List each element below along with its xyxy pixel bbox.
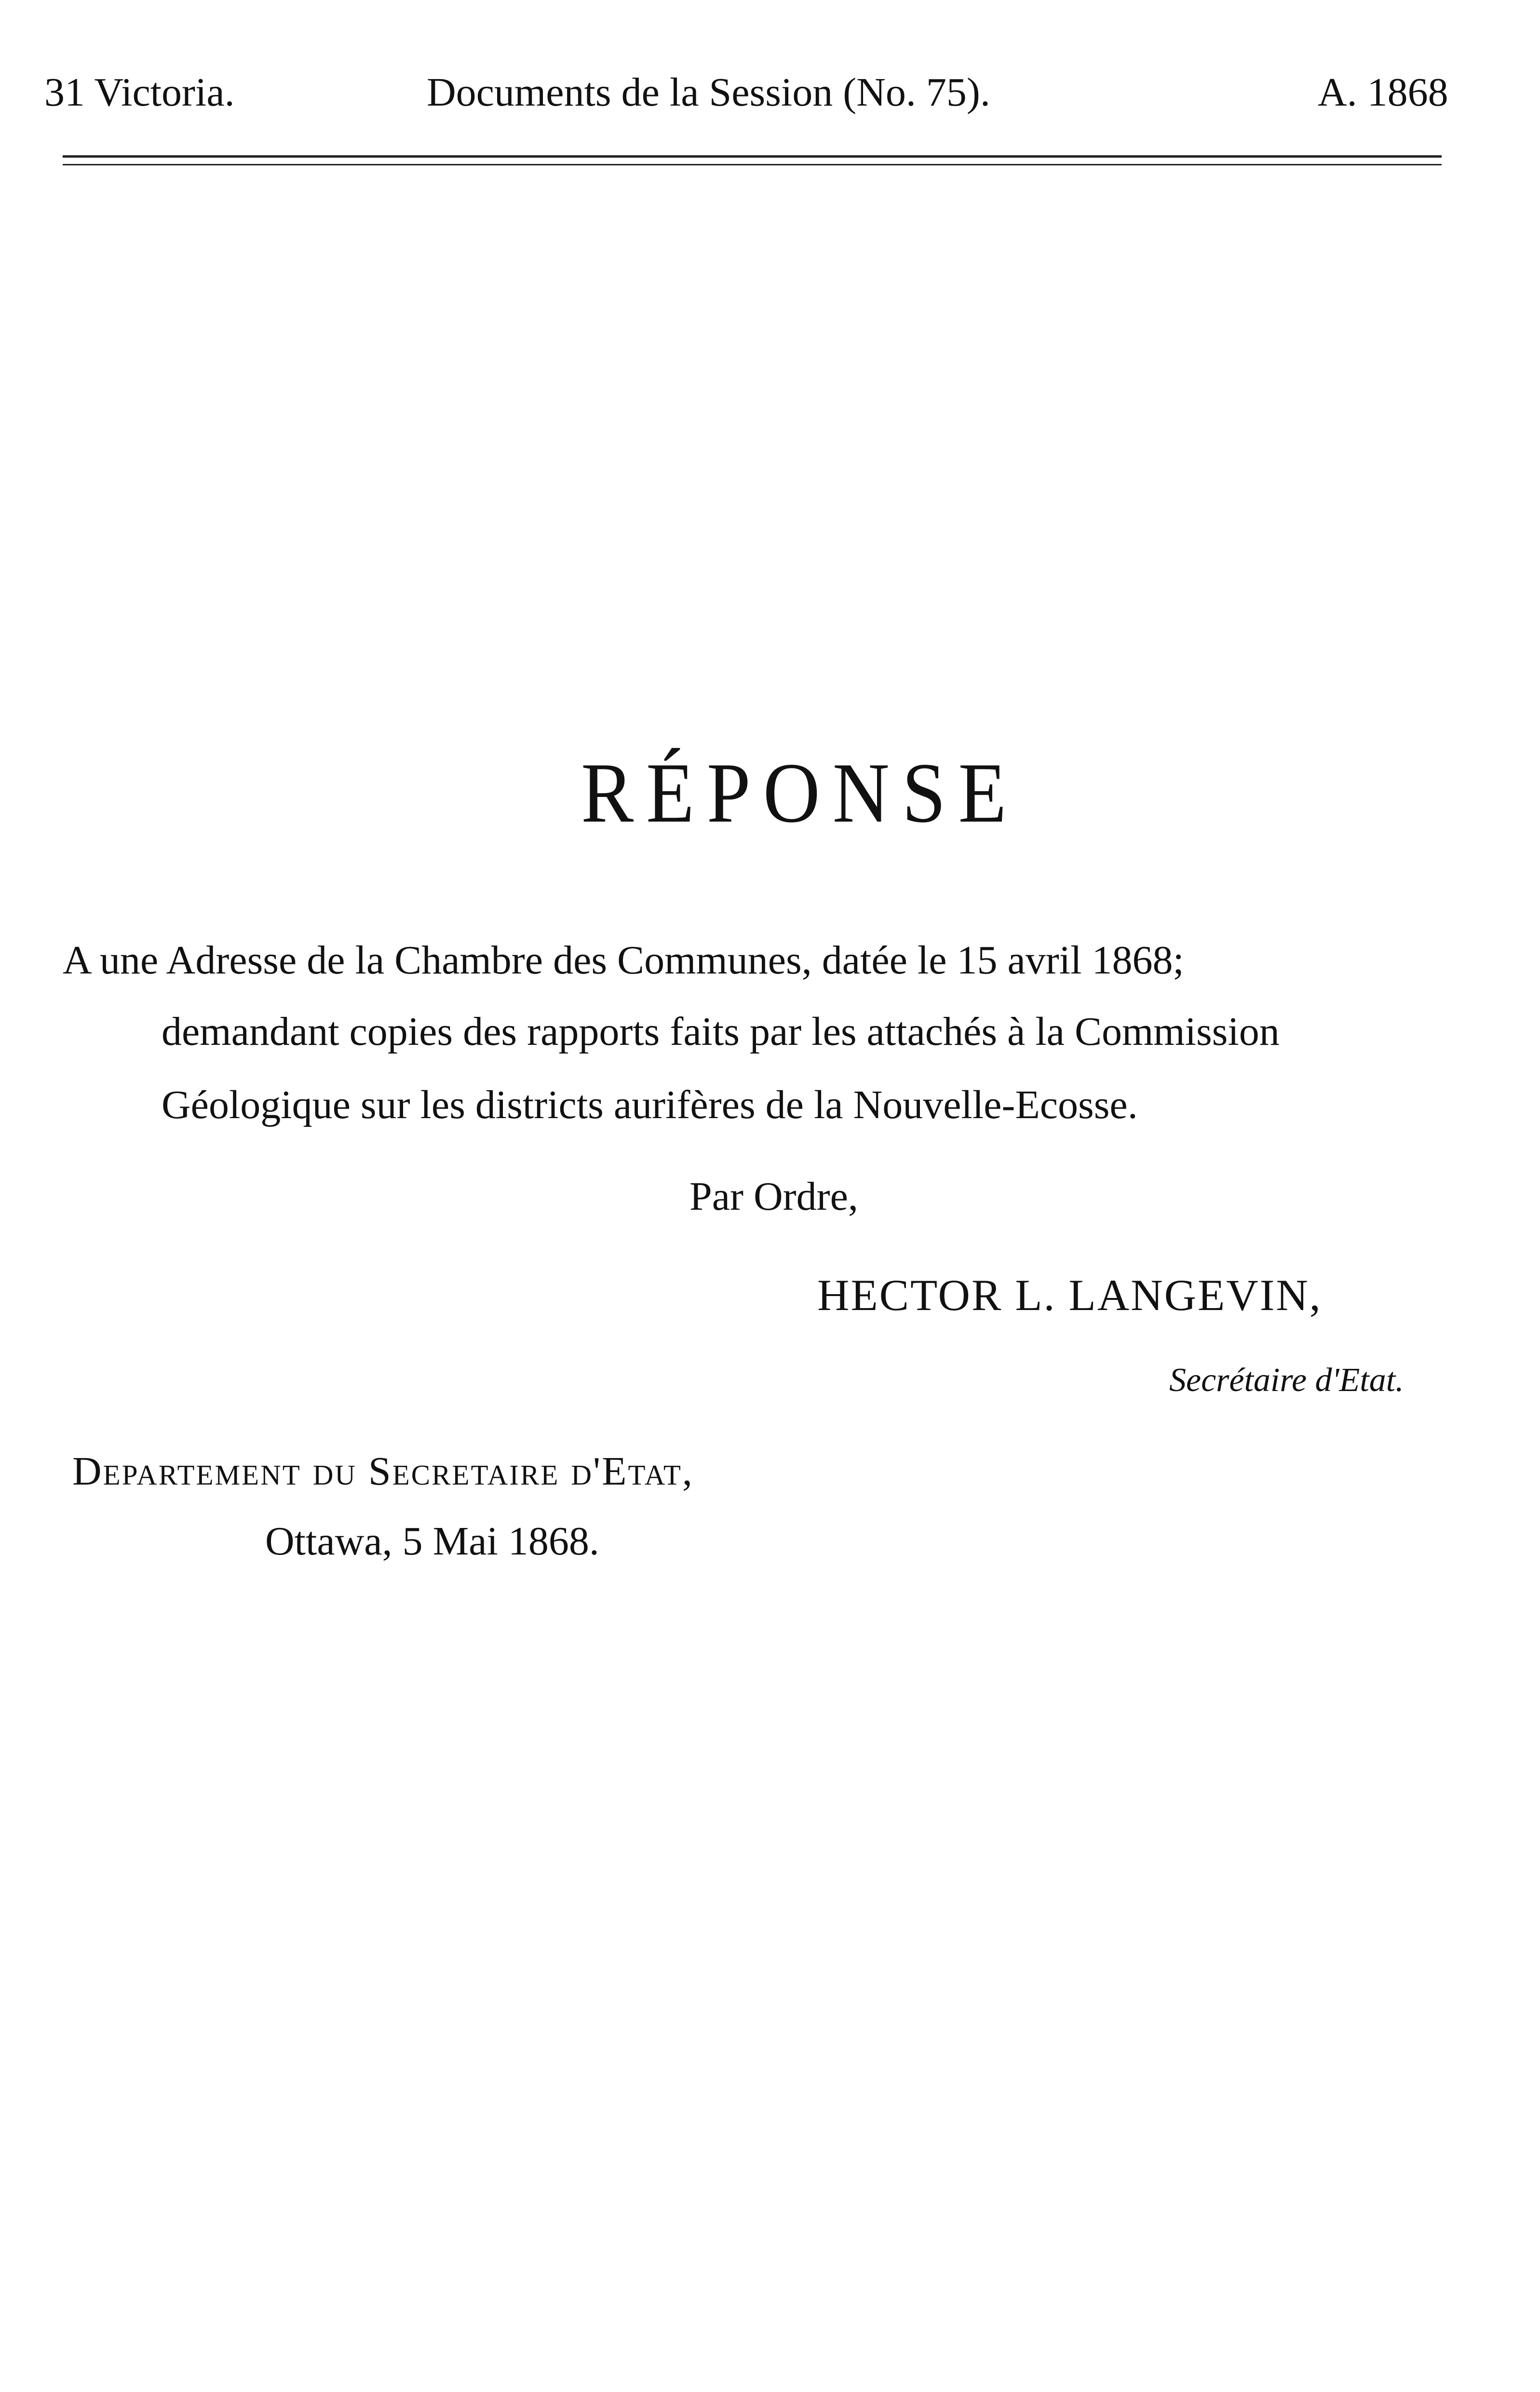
body-line: Géologique sur les districts aurifères de la Nouvelle-Ecosse. [162,1082,1138,1127]
header-right: A. 1868 [1318,70,1448,115]
signatory-title: Secrétaire d'Etat. [1169,1362,1404,1399]
header-left: 31 Victoria. [44,70,235,115]
header-rule-bottom [63,164,1442,165]
par-ordre: Par Ordre, [689,1174,858,1219]
signatory-name: HECTOR L. LANGEVIN, [817,1270,1322,1320]
place-date: Ottawa, 5 Mai 1868. [265,1519,599,1564]
body-line: A une Adresse de la Chambre des Communes, datée le 15 avril 1868; [63,938,1184,983]
document-title: RÉPONSE [581,745,1019,840]
header-rule-top [63,155,1442,158]
department-line: Departement du Secretaire d'Etat, [72,1449,694,1494]
body-line: demandant copies des rapports faits par les attachés à la Commission [162,1009,1280,1054]
header-center: Documents de la Session (No. 75). [427,70,990,115]
